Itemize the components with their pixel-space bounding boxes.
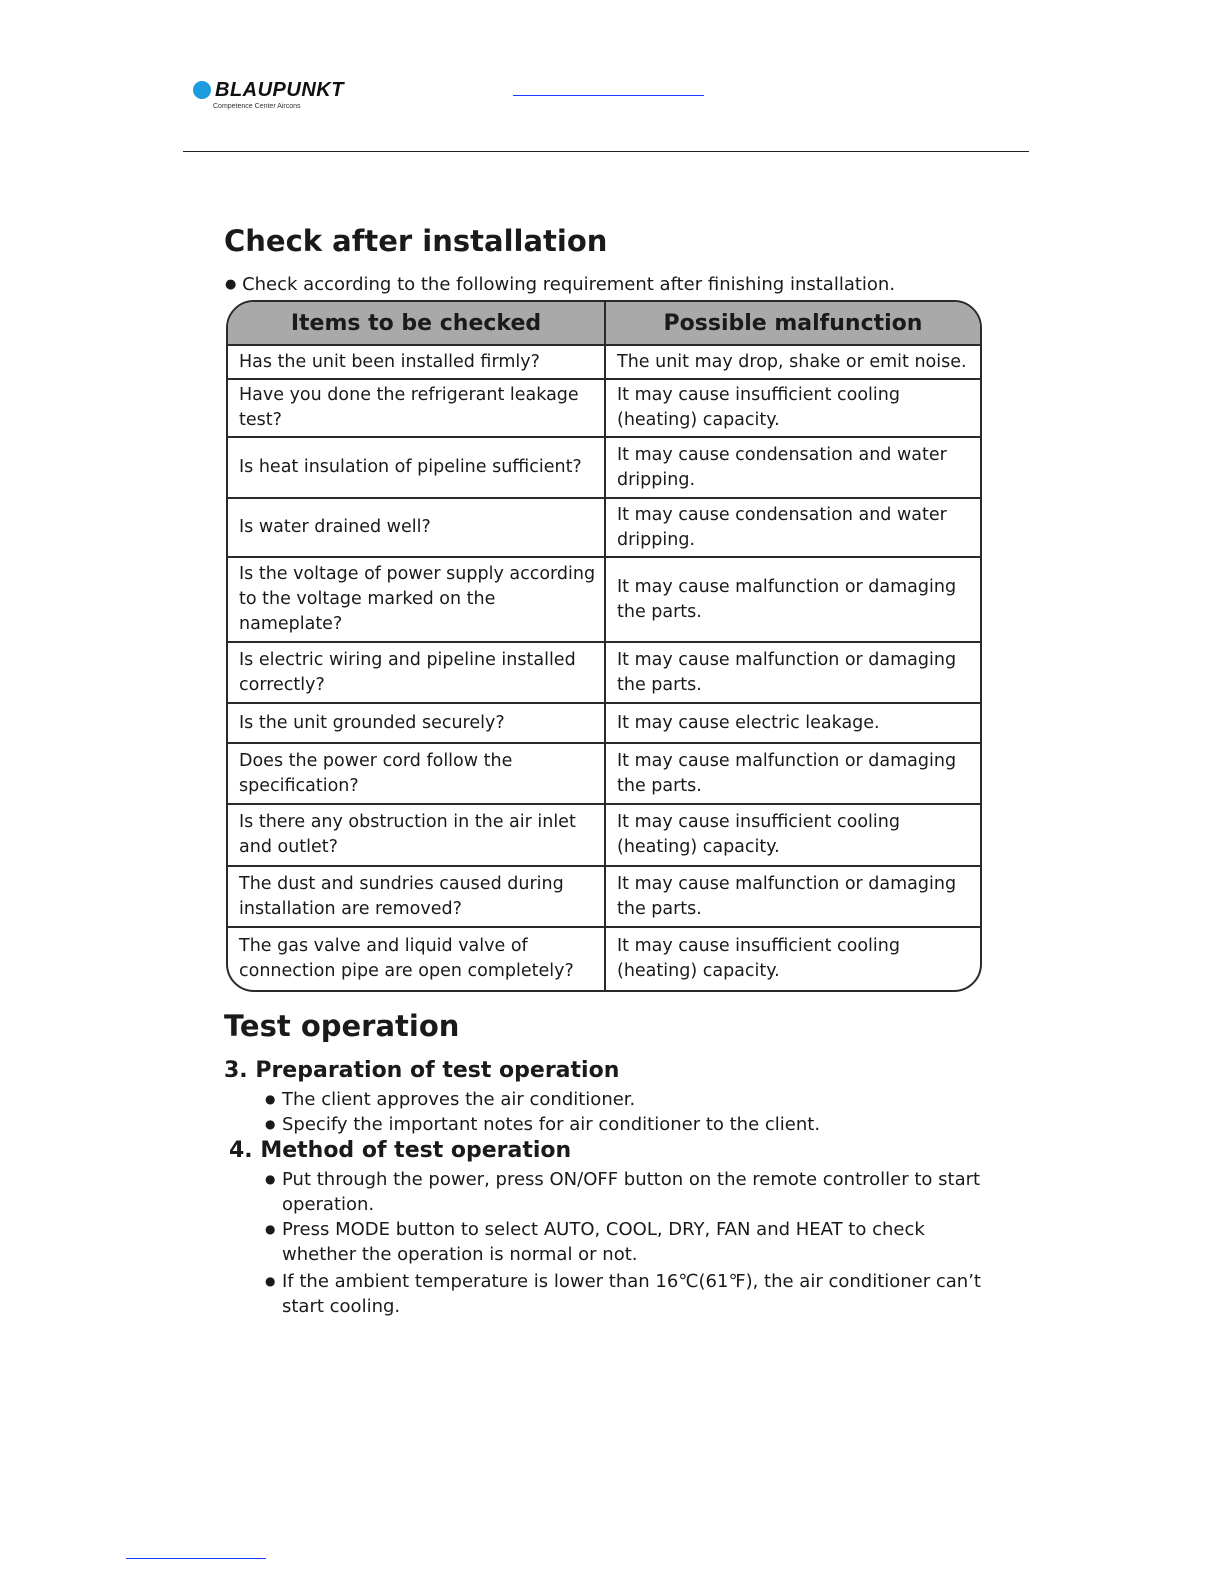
- malfunction-cell: It may cause condensation and water dripping.: [605, 498, 980, 557]
- malfunction-cell: It may cause condensation and water dripping.: [605, 437, 980, 498]
- method-heading: 4. Method of test operation: [229, 1138, 572, 1163]
- check-table: [226, 300, 982, 992]
- table-row: [228, 345, 980, 379]
- malfunction-cell: It may cause insufficient cooling (heating) capacity.: [605, 379, 980, 437]
- malfunction-cell: It may cause malfunction or damaging the parts.: [605, 642, 980, 703]
- table-row: [228, 866, 980, 927]
- preparation-list: [265, 1087, 985, 1137]
- check-item-cell: Have you done the refrigerant leakage test?: [228, 379, 605, 437]
- brand-tagline: Competence Center Aircons: [213, 103, 301, 110]
- table-row: [228, 927, 980, 990]
- check-item-cell: Is water drained well?: [228, 498, 605, 557]
- table-row: [228, 379, 980, 437]
- malfunction-cell: It may cause insufficient cooling (heating) capacity.: [605, 804, 980, 866]
- table-row: [228, 437, 980, 498]
- table-row: [228, 703, 980, 743]
- check-item-cell: Is electric wiring and pipeline installed correctly?: [228, 642, 605, 703]
- check-intro-text: Check according to the following requirement after finishing installation.: [242, 274, 896, 295]
- check-item-cell: The dust and sundries caused during installation are removed?: [228, 866, 605, 927]
- table-row: [228, 804, 980, 866]
- check-section-title: Check after installation: [224, 224, 608, 258]
- check-item-cell: The gas valve and liquid valve of connection pipe are open completely?: [228, 927, 605, 990]
- check-item-cell: Is heat insulation of pipeline sufficient?: [228, 437, 605, 498]
- header-link-underline: [513, 95, 704, 96]
- malfunction-cell: The unit may drop, shake or emit noise.: [605, 345, 980, 379]
- malfunction-cell: It may cause electric leakage.: [605, 703, 980, 743]
- method-list: [265, 1167, 985, 1319]
- list-item: ● Press MODE button to select AUTO, COOL, DRY, FAN and HEAT to check whether the operation is normal or not.: [265, 1217, 985, 1267]
- list-item: ● The client approves the air conditioner.: [265, 1087, 985, 1112]
- table-header-row: [228, 302, 980, 345]
- column-header-items: Items to be checked: [228, 302, 605, 345]
- check-item-cell: Has the unit been installed firmly?: [239, 351, 540, 372]
- check-item-cell: Does the power cord follow the specification?: [228, 743, 605, 804]
- brand-logo: [193, 80, 344, 110]
- brand-name: BLAUPUNKT: [215, 79, 344, 101]
- table-row: [228, 557, 980, 642]
- check-item-cell: Is the voltage of power supply according to the voltage marked on the nameplate?: [228, 557, 605, 642]
- header-divider: [183, 151, 1029, 152]
- malfunction-cell: It may cause malfunction or damaging the parts.: [605, 557, 980, 642]
- footer-link-underline: [126, 1558, 266, 1559]
- table-row: [228, 642, 980, 703]
- bullet-icon: ●: [225, 277, 237, 292]
- malfunction-cell: It may cause malfunction or damaging the parts.: [605, 866, 980, 927]
- malfunction-cell: It may cause insufficient cooling (heating) capacity.: [605, 927, 980, 990]
- list-item: ● Specify the important notes for air conditioner to the client.: [265, 1112, 985, 1137]
- table-row: [228, 743, 980, 804]
- table-row: [228, 498, 980, 557]
- list-item: ● Put through the power, press ON/OFF button on the remote controller to start operation.: [265, 1167, 985, 1217]
- column-header-malfunction: Possible malfunction: [605, 302, 980, 345]
- list-item: ● If the ambient temperature is lower than 16℃(61℉), the air conditioner can’t start cooling.: [265, 1269, 985, 1319]
- test-section-title: Test operation: [224, 1009, 460, 1043]
- check-item-cell: Is there any obstruction in the air inlet and outlet?: [228, 804, 605, 866]
- preparation-heading: 3. Preparation of test operation: [224, 1058, 620, 1083]
- brand-dot-icon: [193, 81, 211, 99]
- check-item-cell: Is the unit grounded securely?: [228, 703, 605, 743]
- check-intro: [225, 274, 895, 295]
- malfunction-cell: It may cause malfunction or damaging the parts.: [605, 743, 980, 804]
